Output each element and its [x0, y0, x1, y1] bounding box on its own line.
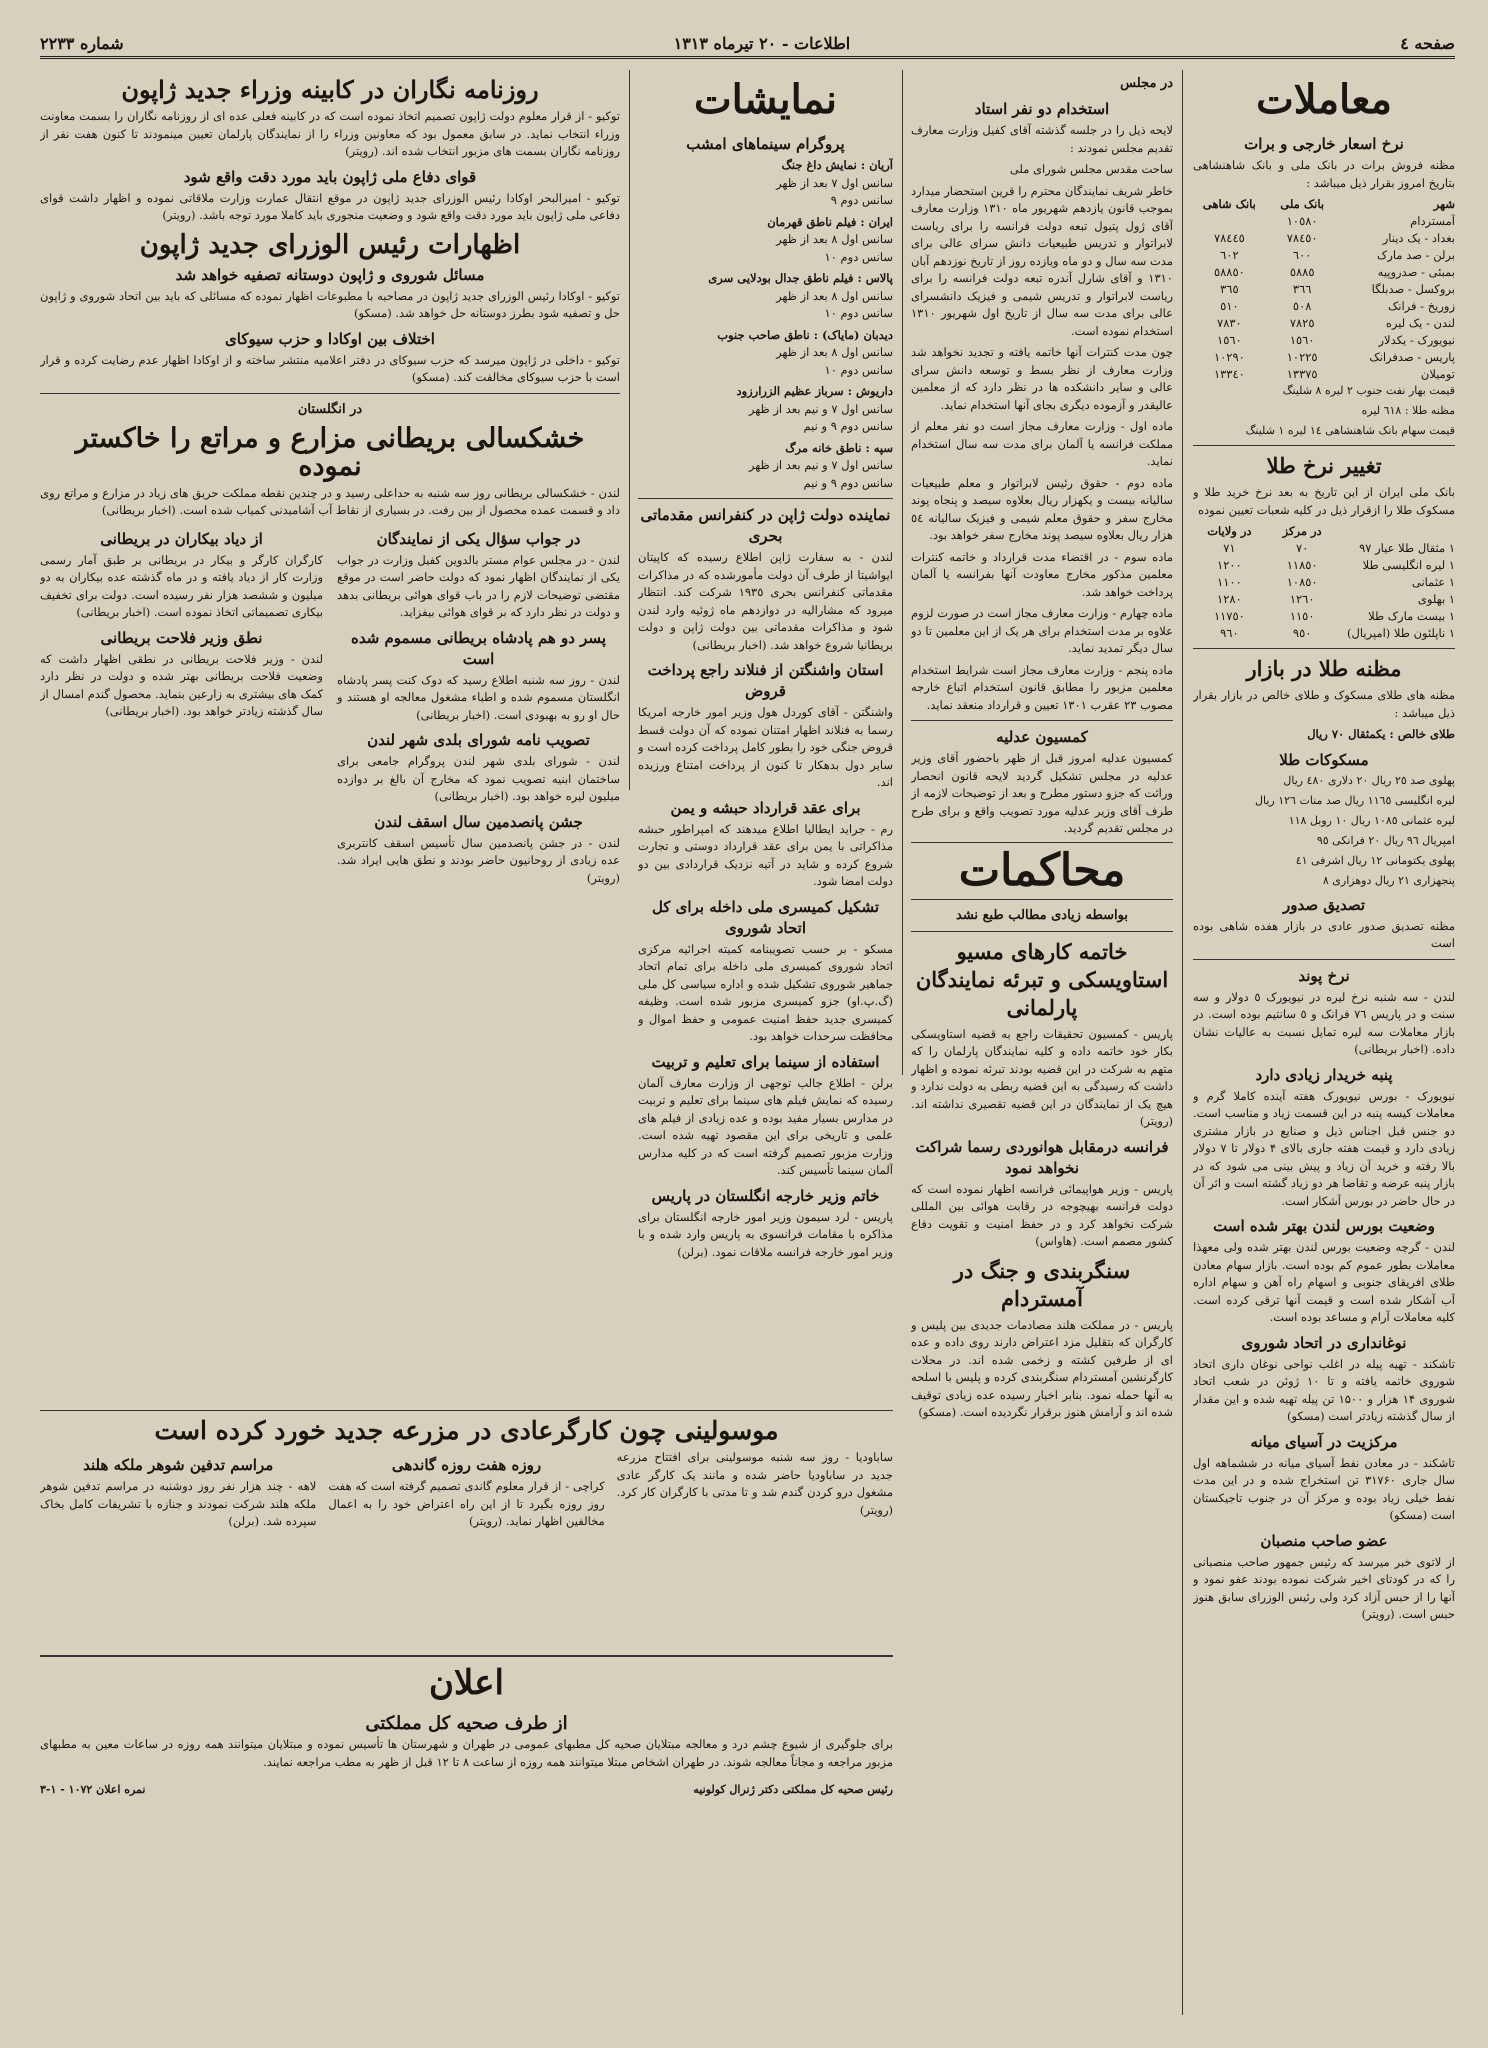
newspaper-page	[40, 30, 1455, 2015]
seiyukai-title: اختلاف بین اوکادا و حزب سیوکای	[225, 329, 435, 348]
france-title: فرانسه درمقابل هوانوردی رسما شراکت نخواهد نمود	[915, 1137, 1169, 1177]
london-council-text: لندن - شورای بلدی شهر لندن پروگرام جامعی برای ساختمان ابنیه تصویب نمود که مخارج آن بالغ بر دوازده میلیون لیره خواهد بود. (اخبار بریطانی)	[337, 754, 620, 803]
question-text: لندن - در مجلس عوام مستر بالدوین کفیل وزارت در جواب یکی از نمایندگان اظهار نمود که دولت حاضر است در موقع مقتضی توضیحات لازم را در باب قوای هوائی بریطانی بدهد و دولت در نظر دارد که بر قوای هوائی بیفزاید.	[337, 552, 620, 619]
announcement-footer	[40, 1781, 893, 1799]
cinema-name: آریان : نمایش داغ جنگ	[781, 158, 893, 172]
masthead	[40, 30, 1455, 59]
oil-price: قیمت بهار نفت جنوب ٢ لیره ٨ شلینگ	[1282, 384, 1455, 397]
amsterdam-title: سنگربندی و جنگ در آمستردام	[953, 1257, 1131, 1311]
majlis-paragraph: لایحه ذیل را در جلسه گذشته آقای کفیل وزارت معارف تقدیم مجلس نمودند :	[911, 123, 1173, 155]
column-rule	[629, 70, 630, 790]
finland-debt-text: واشنگتن - آقای کوردل هول وزیر امور خارجه امریکا رسما به فنلاند اظهار امتنان نموده که آن دولت قسط قروض جنگی خود را بطور کامل پرداخت کرده است و سایر دول بدهکار تا کنون از پرداخت امتناع ورزیده اند.	[638, 705, 893, 789]
britain-minister-title: خاتم وزیر خارجه انگلستان در پاریس	[651, 1186, 880, 1205]
cinema-session: سانس اول ٧ و نیم بعد از ظهر	[748, 458, 893, 472]
cinema-session: سانس دوم ١٠	[824, 362, 893, 377]
announcement-title: اعلان	[429, 1663, 504, 1703]
bishop-title: جشن پانصدمین سال اسقف لندن	[374, 812, 583, 831]
namayeshat-title: نمایشات	[693, 76, 838, 123]
coins-title: مسکوکات طلا	[1279, 750, 1369, 769]
seiyukai-text: توکیو - داخلی در ژاپون میرسد که حزب سیوکای در دفتر اعلامیه منتشر ساخته و از اوکادا اظهار عدم رضایت کرده و قرار است با حزب سیوکای مخالفت کند. (مسکو)	[40, 352, 620, 384]
bazaar-intro: مظنه های طلای مسکوک و طلای خالص در بازار بقرار ذیل میباشد :	[1193, 688, 1455, 720]
rate-row: آمستردام ١٠٥٨٠	[1286, 214, 1455, 228]
cotton-text: نیویورک - بورس نیویورک هفته آینده کاملا گرم و معاملات کیسه پنبه در این قسمت زیاد و مناسب است. دو جنس قبل اجناس ذیل و صنایع در بازار مشتری زیادی دارد و قیمت هفته جاری بالای ۴ دولار تا ۷ دولار بالا رفته و خرید آن زیاد و پیش بینی می شود که در بازار پنبه عرضه و تقاضا هر دو زیاد گشته است و اثر آن در حال حاضر در بورس آشکار است.	[1193, 1088, 1455, 1208]
cinema-session: سانس دوم ١٠	[824, 249, 893, 264]
commission-title: کمسیون عدلیه	[996, 728, 1088, 746]
announcement-code: نمره اعلان ١٠٧٢ - ١-٣	[40, 1783, 146, 1796]
question-title: در جواب سؤال یکی از نمایندگان	[376, 529, 581, 548]
world-news-right	[337, 523, 620, 891]
coins-list	[1193, 773, 1455, 889]
london-council-title: تصویب نامه شورای بلدی شهر لندن	[367, 731, 590, 749]
uzv-text: از لاتوی خبر میرسد که رئیس جمهور صاحب منصبانی را که در کودتای اخیر شرکت نموده بودند عفو نمود و آنها را از حبس آزاد کرد ولی رئیس الوزرای سابق هنوز حبس است. (رویتر)	[1193, 1554, 1455, 1621]
coin-line: لیره انگلیسی ١١٦٥ ریال صد منات ١٢٦ ریال	[1255, 793, 1455, 807]
mussolini-title: موسولینی چون کارگرعادی در مزرعه جدید خورد کرده است	[154, 1416, 779, 1445]
gandhi-title: روزه هفت روزه گاندهی	[391, 1456, 542, 1474]
cinema-program-title: پروگرام سینماهای امشب	[686, 135, 845, 153]
rates-subtitle: نرخ اسعار خارجی و برات	[1244, 135, 1404, 153]
bazaar-title: مظنه طلا در بازار	[1246, 656, 1402, 681]
cinema-session: سانس اول ٨ بعد از ظهر	[776, 345, 893, 359]
mussolini-text: ساباودیا - روز سه شنبه موسولینی برای افتتاح مزرعه جدید در ساباودیا حاضر شده و مانند یک کارگر عادی مشغول درو کردن گندم شد و تا مدتی با کارگران کار کرد. (رویتر)	[616, 1450, 893, 1517]
announcement-body: برای جلوگیری از شیوع چشم درد و معالجه مبتلایان صحیه کل مطبهای عمومی در طهران و شهرستان ها تأسیس نموده و مبتلایان میتوانند همه روزه در ساعات معین به مطبهای مزبور مراجعه و مجاناً معالجه شوند. در طهران اشخاص مبتلا میتوانند همه روزه از ساعت ۸ تا ۱۲ قبل از ظهر به مطب مراجعه نمایند.	[40, 1737, 893, 1769]
majlis-paragraph: چون مدت کنترات آنها خاتمه یافته و تجدید نخواهد شد وزارت معارف از نظر بسط و توسعه دانش سرای عالی و سایر دانشکده ها در نظر دارد که از معلمین عالیقدر و آزموده دیگری بجای آنها استخدام نماید.	[911, 345, 1173, 412]
majlis-paragraph: ماده چهارم - وزارت معارف مجاز است در صورت لزوم علاوه بر مدت استخدام برای هر یک از این معلمین تا دو سال دیگر تمدید نماید.	[911, 606, 1173, 655]
issue-number: شماره ٢٢٣٣	[40, 33, 124, 53]
ethiopia-text: رم - جراید ایطالیا اطلاع میدهند که امپراطور حبشه مذاکراتی با یمن برای عقد قرارداد دوستی و تجارت شروع کرده و شاید در آتیه نزدیک قراردادی بین دو دولت امضا شود.	[638, 821, 893, 888]
majlis-title: استخدام دو نفر استاد	[974, 100, 1110, 118]
announcement-signature: رئیس صحیه کل مملکتی دکتر ژنرال کولونیه	[693, 1783, 893, 1796]
cinema-session: سانس دوم ٩ و نیم	[803, 419, 893, 433]
column-rule	[902, 70, 903, 1075]
gandhi-text: کراچی - از قرار معلوم گاندی تصمیم گرفته است که هفت روز روزه بگیرد تا از این راه اعتراض خود را به اعمال مخالفین اظهار نماید. (رویتر)	[328, 1479, 605, 1528]
unemployment-title: از دیاد بیکاران در بریطانی	[100, 529, 263, 548]
gold-row: ١ مثقال طلا عیار ٩٧ ٧٠ ٧١	[1223, 541, 1455, 555]
nughand-text: تاشکند - تهیه پیله در اغلب نواحی نوغان داری اتحاد شوروی خاتمه یافته و تا ۱۰ ژوئن در شعب اتحاد شوروی ۱۴ هزار و ۱۵۰۰ تن پیله تهیه شده و این مقدار از سال گذشته زیادتر است (مسکو)	[1193, 1356, 1455, 1423]
rate-row: پاریس - صدفرانک ١٠٢٢٥ ١٠٢٩٠	[1213, 350, 1455, 364]
coin-line: پهلوی صد ٢٥ ریال ٢٠ دلاری ٤٨٠ ریال	[1283, 773, 1455, 787]
uzv-title: عضو صاحب منصبان	[1260, 1531, 1388, 1550]
mussolini-block	[40, 1410, 893, 1641]
rates-header: شهر بانک ملی بانک شاهی	[1202, 197, 1455, 211]
london-text: لندن - گرچه وضعیت بورس لندن بهتر شده ولی معهذا معاملات بطور عموم کم بوده است. بازار سهام معادن طلای افریقای جنوبی و اسهام راه آهن و سهام اداره آب آشکار شده است و قیمت آنها ترقی کرده است. کلیه معاملات آرام و مساعد بوده است.	[1193, 1240, 1455, 1324]
drought-text: لندن - خشکسالی بریطانی روز سه شنبه به حداعلی رسید و در چندین نقطه مملکت حریق های زیاد در مزارع و مراتع روی داد و قسمت عمده محصول از بین رفت. در بسیاری از نقاط آب آشامیدنی کمیاب شده است. (اخبار بریطانی)	[40, 485, 620, 517]
gold-row: ١ بهلوی ١٢٦٠ ١٢٨٠	[1217, 592, 1455, 606]
cinema-name: ایران : فیلم ناطق قهرمان	[767, 214, 893, 229]
stavisky-text: پاریس - کمسیون تحقیقات راجع به قضیه استاویسکی بکار خود خاتمه داده و کلیه نمایندگان پارلمان را که متهم به شرکت در این قضیه بودند تبرئه نموده و اظهار داشت که رسیدگی به این قضیه ربطی به دولت ندارد و هیچ یک از نمایندگان در این قضیه تقصیری نداشته اند. (رویتر)	[911, 1026, 1173, 1128]
premier-text: توکیو - اوکادا رئیس الوزرای جدید ژاپون در مصاحبه با مطبوعات اظهار نموده که مسائلی که باید بین اتحاد شوروی و ژاپون حل و تصفیه شود بطرز دوستانه حل خواهد شد. (مسکو)	[40, 288, 620, 320]
world-news-left	[40, 523, 323, 891]
holland-title: مراسم تدفین شوهر ملکه هلند	[83, 1456, 274, 1474]
rates-intro: مظنه فروش برات در بانک ملی و بانک شاهنشاهی بتاریخ امروز بقرار ذیل میباشد :	[1193, 158, 1455, 190]
cinema-name: داریوش : سرباز عظیم الزرارزود	[736, 384, 893, 398]
london-title: وضعیت بورس لندن بهتر شده است	[1213, 1217, 1435, 1235]
unemployment-text: کارگران کارگر و بیکار در بریطانی بر طبق آمار رسمی وزارت کار از دیاد یافته و در ماه گذشته عده بیکاران به دو میلیون و ششصد هزار نفر رسیده است. دولت برای تخفیف بیکاری تصمیماتی اتخاذ نموده است. (اخبار بریطانی)	[40, 552, 323, 619]
pound-title: نرخ پوند	[1298, 966, 1350, 985]
column-muamelat	[1193, 70, 1455, 2015]
majlis-body	[911, 122, 1173, 714]
rate-row: برلن - صد مارک ٦٠٠ ٦٠٢	[1220, 248, 1455, 262]
world-news	[40, 70, 620, 1400]
announcement-block	[40, 1655, 893, 2017]
premier-sub: مسائل شوروی و ژاپون دوستانه تصفیه خواهد شد	[175, 265, 485, 284]
nughand-title: نوغانداری در اتحاد شوروی	[1241, 1333, 1407, 1352]
majlis-paragraph: ماده سوم - در اقتضاء مدت قرارداد و خاتمه کنترات معلمین مذکور مخارج معاودت آنها بفرانسه یا آلمان پرداخت خواهد شد.	[911, 549, 1173, 599]
amsterdam-text: پاریس - در مملکت هلند مصادمات جدیدی بین پلیس و کارگران که بتقلیل مزد اعتراض دارند روی داده و عده ای از طرفین کشته و زخمی شده اند. در محلات کارگرنشین آمستردام سنگربندی کرده و پلیس با اسلحه به آنها حمله نمود. بنابر اخبار رسیده عده زیادی توقیف شده اند و آرامش هنوز برقرار نگردیده است. (مسکو)	[911, 1317, 1173, 1419]
cotton-title: پنبه خریدار زیادی دارد	[1255, 1065, 1393, 1084]
pure-gold: طلای خالص : یکمثقال ٧٠ ریال	[1307, 727, 1455, 741]
majlis-paragraph: ماده دوم - حقوق رئیس لابراتوار و معلم طبیعیات سالیانه بیست و یکهزار ریال بعلاوه سیصد و پنجاه پوند مخارج سفر و حقوق معلم شیمی و فیزیک سالیانه ٥٤ هزار ریال بعلاوه سیصد پوند مخارج سفر خواهد بود.	[911, 475, 1173, 542]
journalists-title: روزنامه نگاران در کابینه وزراء جدید ژاپون	[121, 75, 539, 104]
gold-price: مظنه طلا : ٦١٨ لیره	[1361, 404, 1455, 417]
markaz-title: مرکزیت در آسیای میانه	[1250, 1432, 1398, 1451]
coin-line: امپریال ٩٦ ریال ٢٠ فرانکی ٩٥	[1316, 833, 1455, 847]
majlis-kicker: در مجلس	[1120, 76, 1173, 91]
rate-row: نیویورک - یکدلار ١٥٦٠ ١٥٦٠	[1217, 333, 1455, 347]
rate-row: بروکسل - صدبلگا ٣٦٦ ٣٦٥	[1220, 282, 1455, 296]
holland-text: لاهه - چند هزار نفر روز دوشنبه در مراسم تدفین شوهر ملکه هلند شرکت نمودند و جنازه با تشریفات کامل بخاک سپرده شد. (برلن)	[40, 1479, 317, 1528]
agriculture-text: لندن - وزیر فلاحت بریطانی در نطقی اظهار داشت که وضعیت فلاحت بریطانی بهتر شده و دولت در نظر دارد کمک های بیشتری به زارعین بنماید. محصول گندم امسال از سال گذشته زیادتر خواهد بود. (اخبار بریطانی)	[40, 651, 323, 718]
agriculture-title: نطق وزیر فلاحت بریطانی	[100, 628, 263, 647]
markaz-text: تاشکند - در معادن نفط آسیای میانه در ششماهه اول سال جاری ۳۱۷۶۰ تن استخراج شده و در این مدت نفط خیلی زیاد بوده و مرکز آن در جنوب تاجیکستان است (مسکو)	[1193, 1455, 1455, 1522]
japan-naval-text: لندن - به سفارت ژاپن اطلاع رسیده که کاپیتان ایواشیتا از طرف آن دولت مأمورشده که در مذاکرات مقدماتی کنفرانس بحری ١٩٣٥ شرکت کند. انتظار میرود که مشارالیه در دوازدهم ماه ژوئیه وارد لندن شود و مذاکرات مقدماتی بین دولت ژاپن و دولت بریطانیا شروع خواهد شد. (اخبار بریطانی)	[638, 550, 893, 652]
rate-row: لندن - یک لیره ٧٨٢٥ ٧٨٣٠	[1217, 316, 1455, 330]
majlis-paragraph: ماده پنجم - وزارت معارف مجاز است شرایط استخدام معلمین مزبور را مطابق قانون استخدام اتباع خارجه مصوب ٢٣ عقرب ١٣٠١ تعیین و قرارداد منعقد نماید.	[911, 662, 1173, 712]
cinema-entry	[638, 383, 893, 436]
premier-title: اظهارات رئیس الوزرای جدید ژاپون	[139, 229, 521, 260]
cinema-session: سانس اول ٨ بعد از ظهر	[776, 288, 893, 303]
rate-row: بمبئی - صدروپیه ٥٨٨٥ ٥٨٨٥٠	[1213, 265, 1455, 279]
cinema-name: پالاس : فیلم ناطق جدال بودلایی سری	[708, 271, 893, 285]
sudur-text: مظنه تصدیق صدور عادی در بازار هفده شاهی بوده است	[1193, 918, 1455, 950]
majlis-paragraph: خاطر شریف نمایندگان محترم را قرین استحضار میدارد بموجب قانون یازدهم شهریور ماه ١٣١٠ وزارت معارف آقای ژول پتیول تبعه دولت فرانسه را برای ریاست لابراتوار و تدریس طبیعیات دانش سرای عالی برای مدت سه سال و دو ماه ویازده روز از تاریخ نوزدهم آبان ١٣١٠ و آقای شارل آندره تبعه دولت فرانسه را برای ریاست لابراتوار و تدریس شیمی و فیزیک دانشسرای عالی برای مدت سه سال از تاریخ اول شهریور ١٣١٠ استخدام نموده است.	[911, 183, 1173, 338]
coin-line: لیره عثمانی ١٠٨٥ ریال ١٠ روبل ١١٨	[1288, 813, 1455, 827]
commission-text: کمسیون عدلیه امروز قبل از ظهر باحضور آقای وزیر عدلیه در مجلس تشکیل گردید لایحه قانون انحصار وراثت که جزو دستور مطرح و بعد از توضیحات لازمه از طرف آقای وزیر عدلیه مورد تصویب واقع و برای طرح در مجلس تقدیم گردید.	[911, 751, 1173, 835]
rate-row: تومیلان ١٣٣٧٥ ١٣٣٤٠	[1213, 367, 1455, 381]
cinema-entry	[638, 270, 893, 323]
ethiopia-title: برای عقد قرارداد حبشه و یمن	[670, 798, 861, 817]
soviet-title: تشکیل کمیسری ملی داخله برای کل اتحاد شوروی	[651, 897, 880, 937]
gold-row: ١ لیره انگلیسی طلا ١١٨٥٠ ١٢٠٠	[1217, 558, 1455, 572]
bank-shares: قیمت سهام بانک شاهنشاهی ١٤ لیره ١ شلینگ	[1245, 424, 1455, 437]
mahakemat-title: محاکمات	[911, 842, 1173, 900]
cinema-edu-text: برلن - اطلاع جالب توجهی از وزارت معارف آلمان رسیده که نمایش فیلم های سینما برای تعلیم و تربیت در مدارس بسیار مفید بوده و عده زیادی از فیلم های علمی و تاریخی برای این مقصود تهیه شده است. وزارت مزبور تصمیم گرفته است که در کلیه مدارس آلمان سینما تأسیس کند.	[638, 1075, 893, 1177]
bishop-text: لندن - در جشن پانصدمین سال تأسیس اسقف کانتربری عده زیادی از روحانیون حاضر بودند و نطق هایی ایراد شد. (رویتر)	[337, 835, 620, 885]
defense-text: توکیو - امیرالبحر اوکادا رئیس الوزرای جدید ژاپون در موقع انتقال عمارت وزارت ملاقاتی نموده و اظهار داشت قوای دفاعی ملی ژاپون باید مورد دقت واقع شود و وضعیت منجوری باید کاملا مورد توجه باشد. (رویتر)	[40, 190, 620, 222]
cinema-session: سانس دوم ٩	[830, 193, 893, 207]
cinema-name: سپه : ناطق خانه مرگ	[785, 440, 893, 455]
cinema-session: سانس دوم ٩ و نیم	[803, 475, 893, 490]
cinema-session: سانس اول ٧ و نیم بعد از ظهر	[748, 401, 893, 416]
column-majlis	[911, 70, 1173, 2015]
gold-table	[1193, 540, 1455, 642]
cinema-entry	[638, 440, 893, 493]
world-news-two-columns	[40, 523, 620, 891]
journalists-text: توکیو - از قرار معلوم دولت ژاپون تصمیم اتخاذ نموده است که در کابینه فعلی عده ای از روزنامه نگاران را بسمت معاونت وزراء انتخاب نماید. در سابق معمول بود که معاونین وزراء را از نمایندگان پارلمان تعیین مینمودند تا کنون هفت نفر از روزنامه نگاران بسمت های مزبور انتخاب شده اند. (رویتر)	[40, 109, 620, 158]
rate-row: بغداد - یک دینار ٧٨٤٥٠ ٧٨٤٤٥	[1213, 231, 1455, 245]
sudur-title: تصدیق صدور	[1282, 895, 1366, 914]
defense-title: قوای دفاع ملی ژاپون باید مورد دقت واقع شود	[183, 167, 477, 186]
japan-naval-title: نماینده دولت ژاپن در کنفرانس مقدماتی بحری	[640, 506, 891, 545]
cinema-session: سانس دوم ١٠	[824, 306, 893, 320]
page-number: صفحه ٤	[1400, 33, 1455, 53]
cinema-entry	[638, 157, 893, 210]
duke-text: لندن - روز سه شنبه اطلاع رسید که دوک کنت پسر پادشاه انگلستان مسموم شده و اطباء مشغول معالجه او هستند و حال او رو به بهبودی است. (اخبار بریطانی)	[337, 672, 620, 722]
gold-header: در مرکز در ولایات	[1207, 524, 1322, 538]
mussolini-columns	[40, 1449, 893, 1534]
drought-title: خشکسالی بریطانی مزارع و مراتع را خاکستر نموده	[75, 422, 585, 482]
finland-debt-title: استان واشنگتن از فنلاند راجع پرداخت قروض	[647, 661, 884, 700]
majlis-paragraph: ماده اول - وزارت معارف مجاز است دو نفر معلم از مملکت فرانسه یا آلمان برای مدت سه سال استخدام نماید.	[911, 419, 1173, 468]
stavisky-title: خاتمه کارهای مسیو استاویسکی و تبرئه نمایندگان پارلمانی	[915, 938, 1169, 1020]
gold-change-text: بانک ملی ایران از این تاریخ به بعد نرخ خرید طلا و مسکوک طلا را ازقرار ذیل در کلیه شعبات تعیین نموده	[1193, 485, 1455, 517]
section-title-muamelat: معاملات	[1256, 76, 1392, 123]
france-text: پاریس - وزیر هواپیمائی فرانسه اظهار نموده است که دولت فرانسه بهیچوجه در رقابت هوائی بین المللی شرکت نخواهد کرد و در حفظ امنیت و تقویت دفاع کشور مصمم است. (هاواس)	[911, 1181, 1173, 1248]
duke-title: پسر دو هم پادشاه بریطانی مسموم شده است	[350, 628, 606, 668]
soviet-text: مسکو - بر حسب تصویبنامه کمیته اجرائیه مرکزی اتحاد شوروی کمیسری ملی داخله برای تمام اتحاد جماهیر شوروی تشکیل شده و اداره سیاسی کل ملی (گ.پ.او) جزو کمیسری مزبور شده است. وظیفه کمیسری جدید حفظ امنیت عمومی و حفظ اموال و محافظت سرحدات خواهد بود.	[638, 941, 893, 1043]
cinema-entry	[638, 327, 893, 380]
cinema-entry	[638, 214, 893, 267]
coin-line: پهلوی یکتومانی ١٢ ریال اشرفی ٤١	[1295, 853, 1455, 867]
column-rule	[1182, 70, 1183, 2015]
announcement-sub: از طرف صحیه کل مملکتی	[365, 1713, 568, 1734]
rates-table	[1193, 213, 1455, 383]
gold-row: ١ بیست مارک طلا ١١٥٠ ١١٧٥٠	[1213, 609, 1455, 623]
cinema-session: سانس اول ٨ بعد از ظهر	[776, 232, 893, 246]
gold-change-title: تغییر نرخ طلا	[1266, 453, 1382, 478]
cinema-name: دیدبان (مایاک) : ناطق صاحب جنوب	[717, 327, 893, 342]
coin-line: پنجهزاری ٢١ ریال دوهزاری ٨	[1322, 873, 1455, 887]
majlis-paragraph: ساحت مقدس مجلس شورای ملی	[1009, 162, 1173, 176]
england-kicker: در انگلستان	[297, 401, 363, 417]
gold-row: ١ عثمانی ١٠٨٥٠ ١١٠٠	[1217, 575, 1455, 589]
pound-text: لندن - سه شنبه نرخ لیره در نیویورک ٥ دولار و سه سنت و در پاریس ٧٦ فرانک و ٥ سانتیم بوده است. در بازار معاملات سه لیره تمایل نسبت به عالیات نشان داده. (اخبار بریطانی)	[1193, 989, 1455, 1056]
rate-row: زوریخ - فرانک ٥٠٨ ٥١٠	[1220, 299, 1455, 313]
cinema-session: سانس اول ٧ بعد از ظهر	[776, 175, 893, 190]
cinema-list	[638, 157, 893, 492]
britain-minister-text: پاریس - لرد سیمون وزیر امور خارجه انگلستان برای مذاکره با مقامات فرانسوی به پاریس وارد شده و با وزیر امور خارجه فرانسه ملاقات نمود. (برلن)	[638, 1209, 893, 1259]
cinema-edu-title: استفاده از سینما برای تعلیم و تربیت	[651, 1052, 880, 1071]
paper-date: اطلاعات - ٢٠ تیرماه ١٣١٣	[673, 33, 851, 53]
mahakemat-sub: بواسطه زیادی مطالب طبع نشد	[956, 907, 1128, 923]
gold-row: ١ ناپلئون طلا (امپریال) ٩٥٠ ٩٦٠	[1220, 626, 1455, 640]
